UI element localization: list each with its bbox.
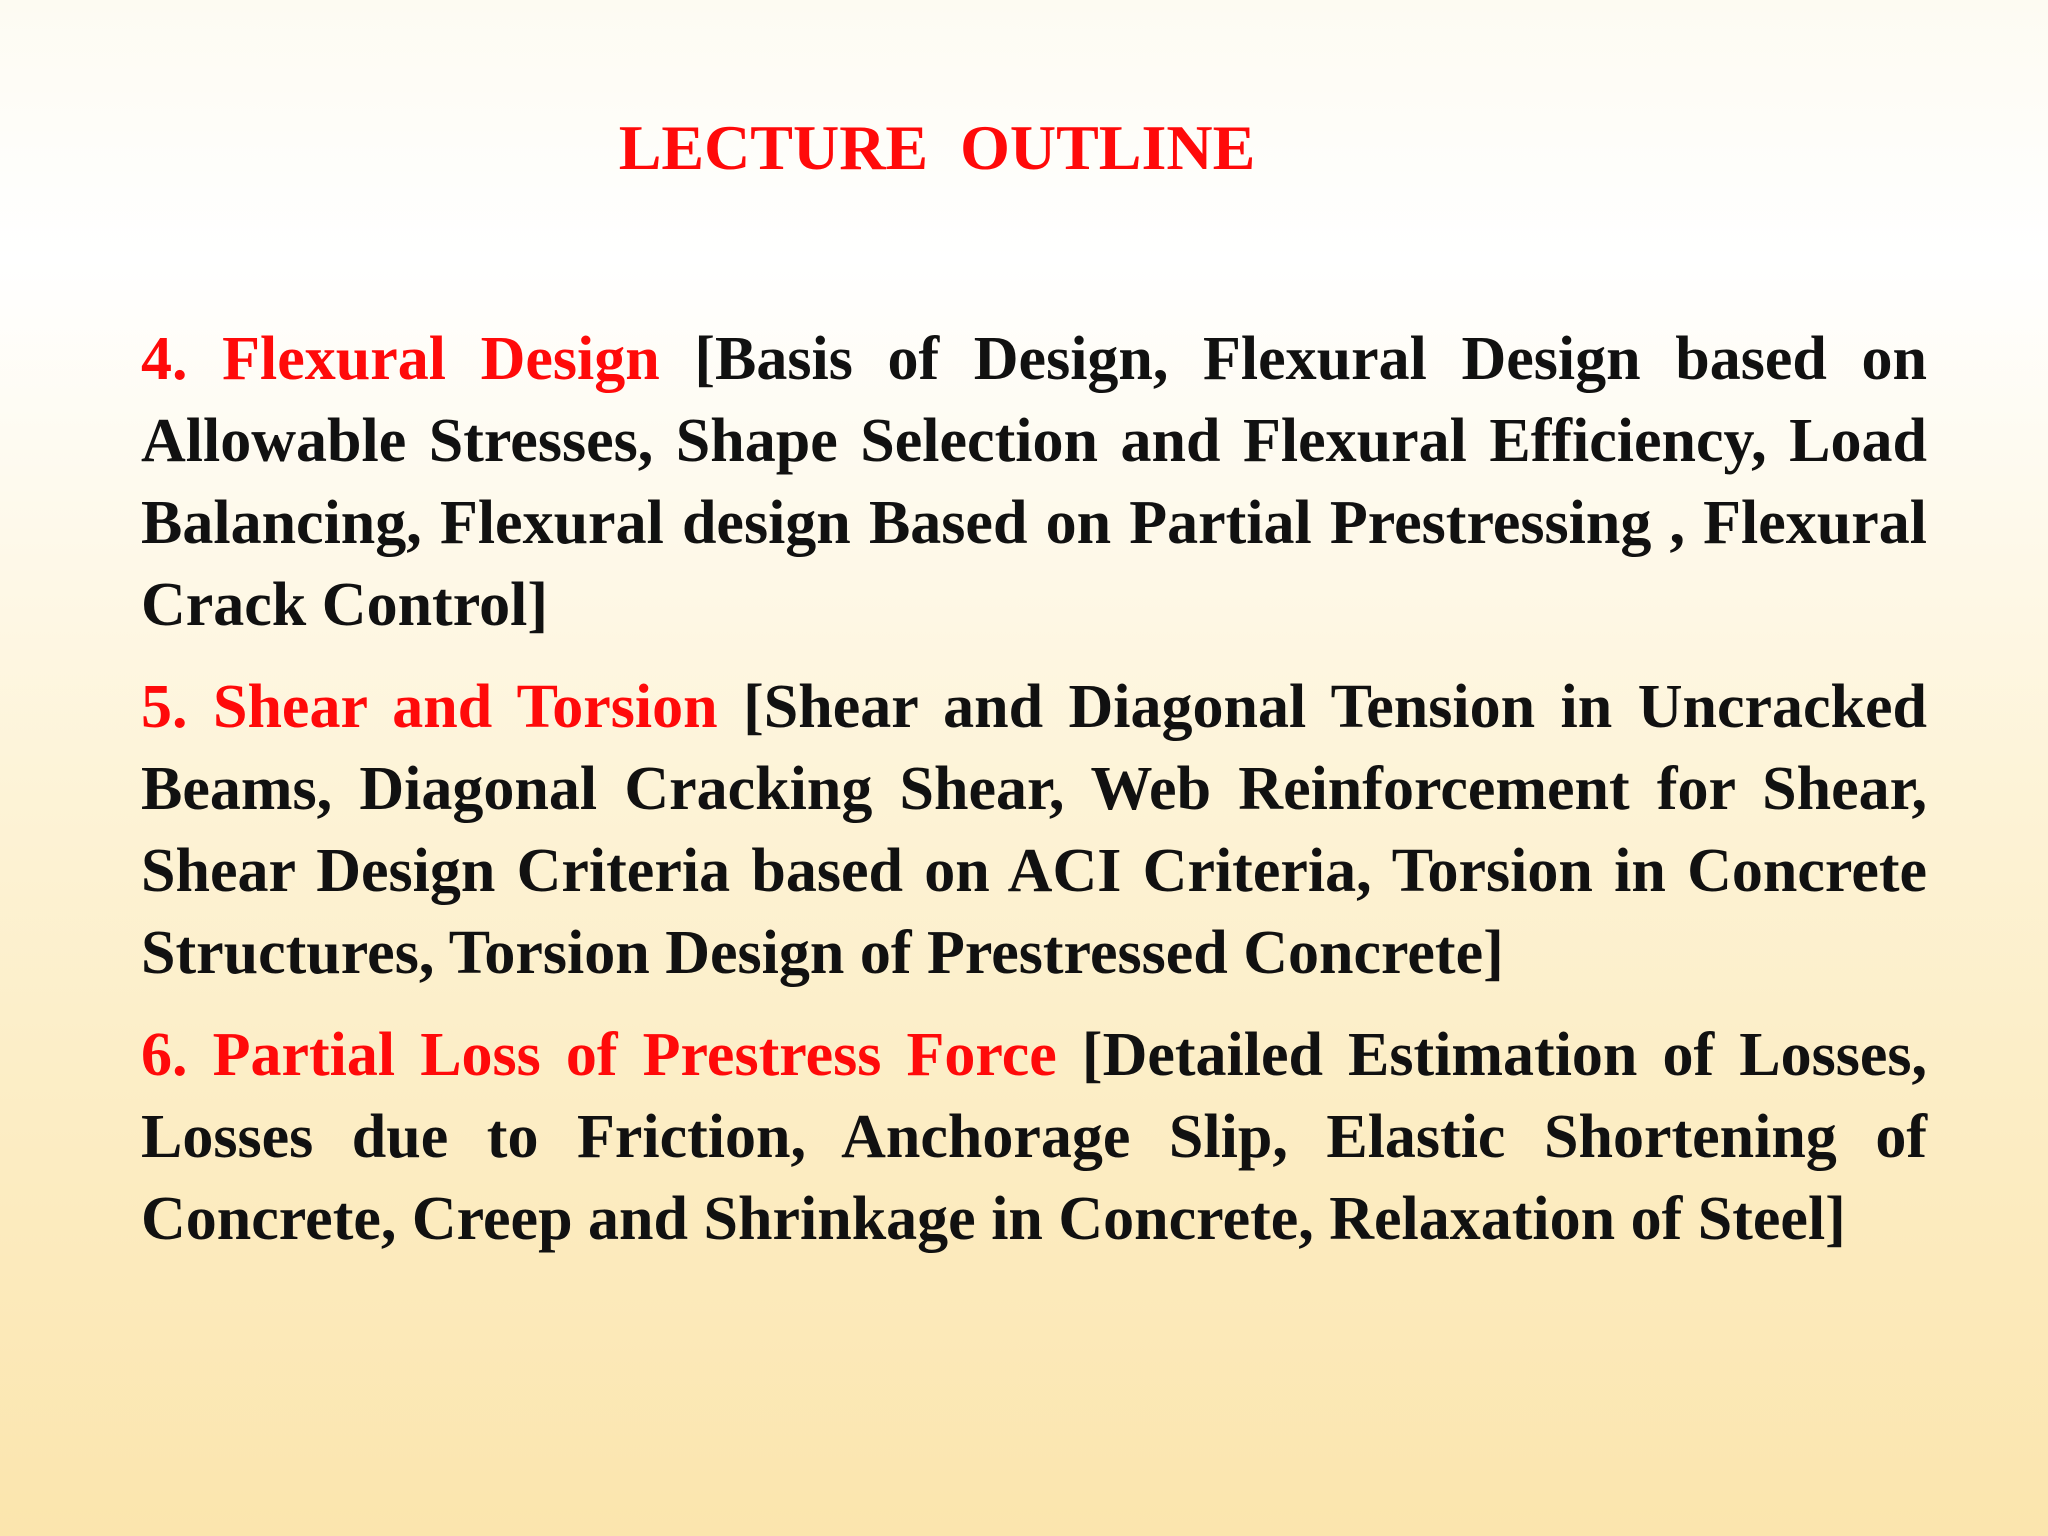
outline-item-heading: Shear and Torsion — [212, 673, 718, 741]
outline-item-5 — [141, 666, 1927, 994]
outline-item-number: 5. — [141, 673, 188, 741]
outline-item-heading: Flexural Design — [222, 325, 660, 393]
outline-item-description: [Basis of Design, Flexural Design based on Allowable Stresses, Shape Selection and Flexural Efficiency, Load Balancing, Flexural design Based on Partial Prestressing , Flexural Crack Control] — [141, 325, 1927, 639]
outline-item-number: 4. — [141, 325, 188, 393]
outline-item-description: [Shear and Diagonal Tension in Uncracked Beams, Diagonal Cracking Shear, Web Reinforcement for Shear, Shear Design Criteria based on ACI Criteria, Torsion in Concrete Structures, Torsion Design of Prestressed Concrete] — [141, 673, 1928, 987]
outline-item-number: 6. — [141, 1021, 188, 1089]
outline-item-heading: Partial Loss of Prestress Force — [212, 1021, 1057, 1089]
outline-item-6 — [141, 1014, 1927, 1260]
outline-list — [141, 318, 1927, 1280]
outline-item-4 — [141, 318, 1927, 646]
slide-title: LECTURE OUTLINE — [618, 112, 1256, 183]
outline-item-description: [Detailed Estimation of Losses, Losses due to Friction, Anchorage Slip, Elastic Shortening of Concrete, Creep and Shrinkage in Concrete, Relaxation of Steel] — [141, 1021, 1928, 1253]
